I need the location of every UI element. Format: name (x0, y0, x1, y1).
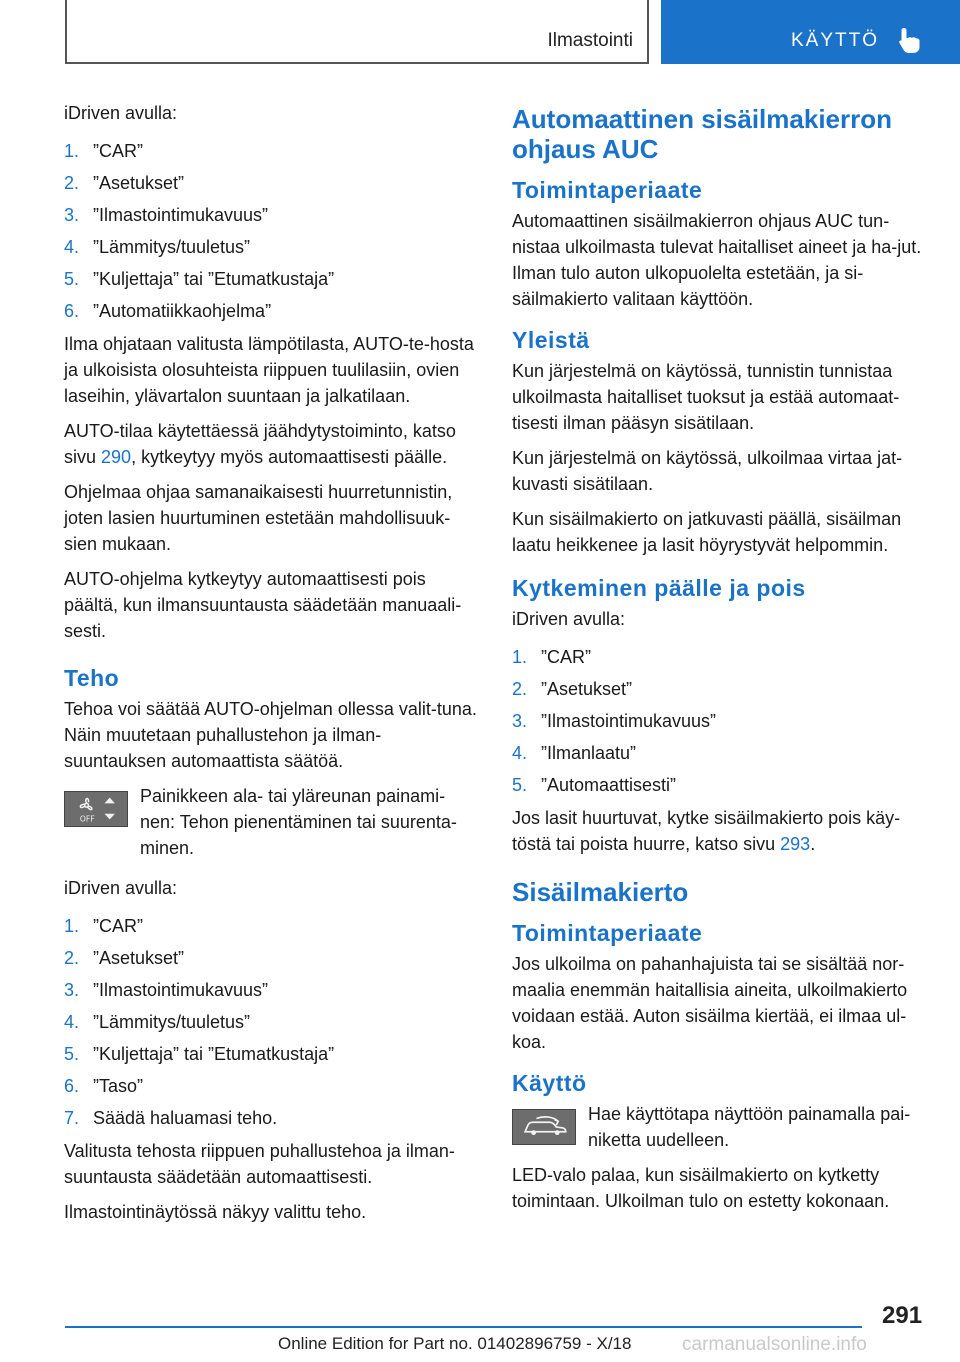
steps-list-2 (64, 910, 480, 1134)
off-label: OFF (79, 814, 95, 824)
heading-principle: Toimintaperiaate (512, 177, 703, 203)
recirculation-button-row (512, 1101, 926, 1153)
list-item: 5. ”Automaattisesti” (512, 775, 677, 795)
heading-auc: Automaattinen sisäilmakierron ohjaus AUC (512, 104, 892, 164)
header-section-title: Ilmastointi (547, 30, 633, 51)
list-item: 7. Säädä haluamasi teho. (64, 1108, 278, 1128)
paragraph: Kun sisäilmakierto on jatkuvasti päällä, sisäilman laatu heikkenee ja lasit höyrystyvät helpommin. (512, 509, 902, 555)
paragraph: Kun järjestelmä on käytössä, ulkoilmaa virtaa jat-kuvasti sisätilaan. (512, 448, 903, 494)
right-column (512, 100, 926, 1223)
header-chapter-title: KÄYTTÖ (791, 30, 880, 51)
footer-divider (65, 1326, 862, 1328)
idrive-intro: iDriven avulla: (512, 609, 626, 629)
list-item: 4. ”Lämmitys/tuuletus” (64, 1012, 251, 1032)
list-item: 4. ”Lämmitys/tuuletus” (64, 237, 251, 257)
page-link-293[interactable]: 293 (780, 834, 811, 854)
left-column (64, 100, 480, 1234)
paragraph: Valitusta tehosta riippuen puhallustehoa ja ilman-suuntausta säädetään automaattisesti. (64, 1141, 455, 1187)
paragraph: AUTO-tilaa käytettäessä jäähdytystoiminto, katso sivu 290, kytkeytyy myös automaattisesti päälle. (64, 421, 456, 467)
list-item: 2. ”Asetukset” (512, 679, 633, 699)
list-item: 3. ”Ilmastointimukavuus” (512, 711, 717, 731)
paragraph: AUTO-ohjelma kytkeytyy automaattisesti pois päältä, kun ilmansuuntausta säädetään manuaali-sesti. (64, 569, 462, 641)
page-link-290[interactable]: 290 (101, 447, 132, 467)
footer-edition: Online Edition for Part no. 01402896759 - X/18 (278, 1334, 632, 1353)
list-item: 2. ”Asetukset” (64, 173, 185, 193)
heading-recirculation: Sisäilmakierto (512, 877, 689, 907)
list-item: 3. ”Ilmastointimukavuus” (64, 205, 269, 225)
paragraph: Ilmastointinäytössä näkyy valittu teho. (64, 1202, 367, 1222)
list-item: 4. ”Ilmanlaatu” (512, 743, 637, 763)
paragraph: Kun järjestelmä on käytössä, tunnistin tunnistaa ulkoilmasta haitalliset tuoksut ja estää automaat-tisesti ilman pääsyn sisätilaan. (512, 361, 900, 433)
paragraph: Jos ulkoilma on pahanhajuista tai se sisältää nor-maalia enemmän haitallisia aineita, ulkoilmakierto voidaan estää. Auton sisäilma kiertää, ei ilmaa ul-koa. (512, 954, 908, 1052)
idrive-intro: iDriven avulla: (64, 878, 178, 898)
heading-principle-2: Toimintaperiaate (512, 920, 703, 946)
steps-list-3 (512, 641, 926, 801)
paragraph: LED-valo palaa, kun sisäilmakierto on kytketty toimintaan. Ulkoilman tulo on estetty kokonaan. (512, 1165, 890, 1211)
list-item: 3. ”Ilmastointimukavuus” (64, 980, 269, 1000)
heading-on-off: Kytkeminen päälle ja pois (512, 575, 806, 601)
list-item: 1. ”CAR” (64, 141, 143, 161)
heading-use: Käyttö (512, 1070, 587, 1096)
heading-general: Yleistä (512, 327, 590, 353)
footer-watermark: carmanualsonline.info (682, 1334, 867, 1355)
paragraph: Automaattinen sisäilmakierron ohjaus AUC tun-nistaa ulkoilmasta tulevat haitalliset aineet ja ha-jut. Ilman tulo auton ulkopuolelta estetään, ja si-säilmakierto valitaan käyttöön. (512, 211, 922, 309)
list-item: 1. ”CAR” (512, 647, 591, 667)
icon-description: Hae käyttötapa näyttöön painamalla pai-niketta uudelleen. (588, 1104, 911, 1150)
list-item: 6. ”Taso” (64, 1076, 144, 1096)
fan-button-icon (64, 791, 128, 827)
recirculation-button-icon (512, 1109, 576, 1145)
icon-description: Painikkeen ala- tai yläreunan painami-nen: Tehon pienentäminen tai suurenta-minen. (140, 786, 457, 858)
list-item: 2. ”Asetukset” (64, 948, 185, 968)
paragraph: Tehoa voi säätää AUTO-ohjelman ollessa valit-tuna. Näin muutetaan puhallustehon ja ilman-suuntauksen automaattista säätöä. (64, 699, 477, 771)
fan-button-row (64, 783, 480, 861)
list-item: 5. ”Kuljettaja” tai ”Etumatkustaja” (64, 1044, 335, 1064)
hand-pointer-icon (895, 25, 925, 55)
list-item: 1. ”CAR” (64, 916, 143, 936)
list-item: 6. ”Automatiikkaohjelma” (64, 301, 272, 321)
page-number: 291 (882, 1302, 923, 1329)
paragraph: Jos lasit huurtuvat, kytke sisäilmakierto pois käy-töstä tai poista huurre, katso sivu 293. (512, 808, 901, 854)
idrive-intro: iDriven avulla: (64, 103, 178, 123)
header-chapter-box (661, 0, 960, 64)
paragraph: Ohjelmaa ohjaa samanaikaisesti huurretunnistin, joten lasien huurtuminen estetään mahdollisuuk-sien mukaan. (64, 482, 453, 554)
heading-teho: Teho (64, 665, 120, 691)
list-item: 5. ”Kuljettaja” tai ”Etumatkustaja” (64, 269, 335, 289)
header-section-box (65, 0, 649, 64)
steps-list-1 (64, 135, 480, 327)
paragraph: Ilma ohjataan valitusta lämpötilasta, AUTO-te-hosta ja ulkoisista olosuhteista riippuen tuulilasiin, ovien laseihin, ylävartalon suuntaan ja jalkatilaan. (64, 334, 474, 406)
